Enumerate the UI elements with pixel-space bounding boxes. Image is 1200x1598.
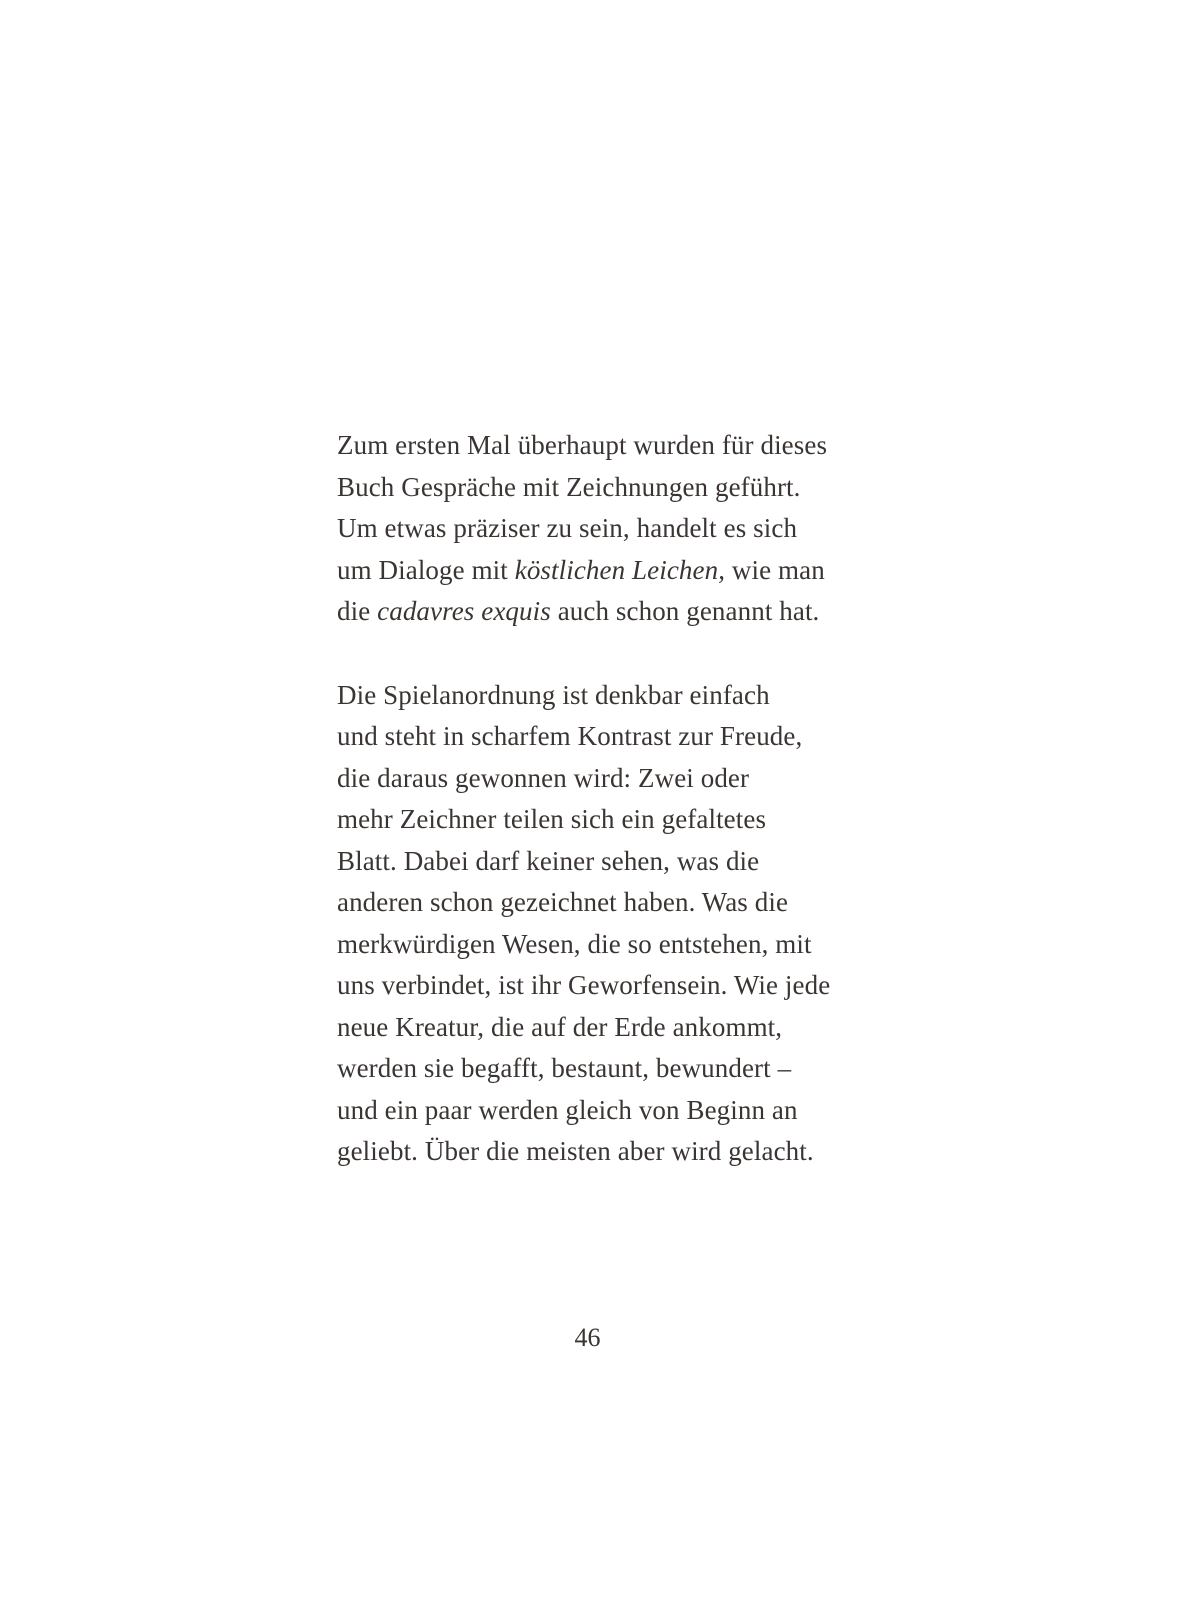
text-segment: die daraus gewonnen wird: Zwei oder	[337, 762, 750, 793]
text-line	[337, 675, 897, 717]
text-segment: um Dialoge mit	[337, 554, 515, 585]
body-text	[337, 425, 897, 1173]
text-line	[337, 467, 897, 509]
text-segment: uns verbindet, ist ihr Geworfensein. Wie jede	[337, 970, 831, 1000]
text-line	[337, 591, 897, 633]
text-line	[337, 1048, 897, 1090]
text-line	[337, 924, 897, 966]
text-segment: Um etwas präziser zu sein, handelt es sich	[337, 513, 798, 543]
text-segment: geliebt. Über die meisten aber wird gelacht.	[337, 1136, 814, 1166]
text-segment: die	[337, 596, 378, 626]
text-line	[337, 550, 897, 592]
text-line	[337, 1131, 897, 1173]
text-line	[337, 841, 897, 883]
text-segment: mehr Zeichner teilen sich ein gefaltetes	[337, 804, 767, 834]
italic-segment: cadavres exquis	[377, 596, 551, 626]
text-segment: neue Kreatur, die auf der Erde ankommt,	[337, 1011, 783, 1042]
text-line	[337, 799, 897, 841]
text-segment: merkwürdigen Wesen, die so entstehen, mit	[337, 928, 812, 959]
text-line	[337, 758, 897, 800]
text-segment: werden sie begafft, bestaunt, bewundert –	[337, 1053, 792, 1083]
text-line	[337, 425, 897, 467]
text-segment: und ein paar werden gleich von Beginn an	[337, 1094, 798, 1125]
text-line	[337, 508, 897, 550]
page-number: 46	[574, 1323, 601, 1352]
text-segment: Buch Gespräche mit Zeichnungen geführt.	[337, 471, 801, 502]
text-line	[337, 716, 897, 758]
text-line	[337, 965, 897, 1007]
italic-segment: köstlichen Leichen,	[514, 554, 726, 585]
text-line	[337, 1090, 897, 1132]
text-segment: Die Spielanordnung ist denkbar einfach	[337, 679, 770, 710]
text-segment: und steht in scharfem Kontrast zur Freude,	[337, 721, 803, 751]
text-segment: Blatt. Dabei darf keiner sehen, was die	[337, 845, 760, 876]
paragraph-2	[337, 675, 897, 1173]
text-segment: auch schon genannt hat.	[550, 596, 820, 626]
text-segment: wie man	[725, 554, 825, 585]
paragraph-1	[337, 425, 897, 633]
text-line	[337, 882, 897, 924]
text-segment: Zum ersten Mal überhaupt wurden für dieses	[337, 430, 828, 460]
text-line	[337, 1007, 897, 1049]
text-segment: anderen schon gezeichnet haben. Was die	[337, 887, 789, 917]
